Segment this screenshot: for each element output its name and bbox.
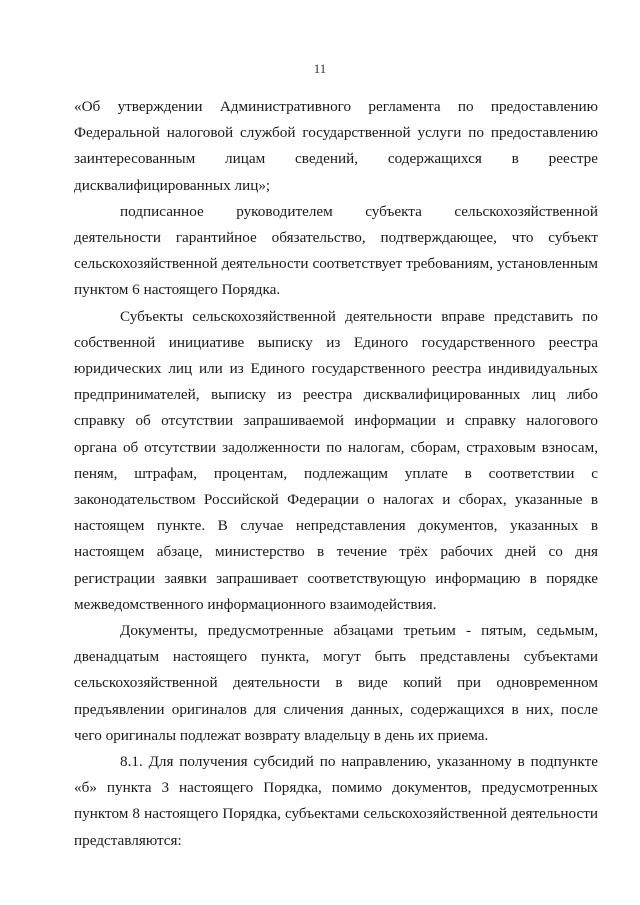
paragraph-8-1-subsidies: 8.1. Для получения субсидий по направлению, указанному в подпункте «б» пункта 3 настоящего Порядка, помимо документов, предусмотренных пунктом 8 настоящего Порядка, субъектами сельскохозяйственной деятельности представляются:	[74, 753, 598, 849]
document-body	[74, 94, 598, 854]
paragraph-regulation-title: «Об утверждении Административного регламента по предоставлению Федеральной налоговой службой государственной услуги по предоставлению заинтересованным лицам сведений, содержащихся в реестре дисквалифицированных лиц»;	[74, 98, 598, 194]
paragraph-guarantee-obligation: подписанное руководителем субъекта сельскохозяйственной деятельности гарантийное обязательство, подтверждающее, что субъект сельскохозяйственной деятельности соответствует требованиям, установленным пунктом 6 настоящего Порядка.	[74, 202, 598, 299]
paragraph-optional-extracts: Субъекты сельскохозяйственной деятельности вправе представить по собственной инициативе выписку из Единого государственного реестра юридических лиц или из Единого государственного реестра индивидуальных предпринимателей, выписку из реестра дисквалифицированных лиц либо справку об отсутствии запрашиваемой информации и справку налогового органа об отсутствии задолженности по налогам, сборам, страховым взносам, пеням, штрафам, процентам, подлежащим уплате в соответствии с законодательством Российской Федерации о налогах и сборах, указанные в настоящем пункте. В случае непредставления документов, указанных в настоящем абзаце, министерство в течение трёх рабочих дней со дня регистрации заявки запрашивает соответствующую информацию в порядке межведомственного информационного взаимодействия.	[74, 307, 598, 613]
page-number: 11	[313, 61, 327, 76]
paragraph-document-copies: Документы, предусмотренные абзацами третьим - пятым, седьмым, двенадцатым настоящего пункта, могут быть представлены субъектами сельскохозяйственной деятельности в виде копий при одновременном предъявлении оригиналов для сличения данных, содержащихся в них, после чего оригиналы подлежат возврату владельцу в день их приема.	[74, 622, 598, 744]
